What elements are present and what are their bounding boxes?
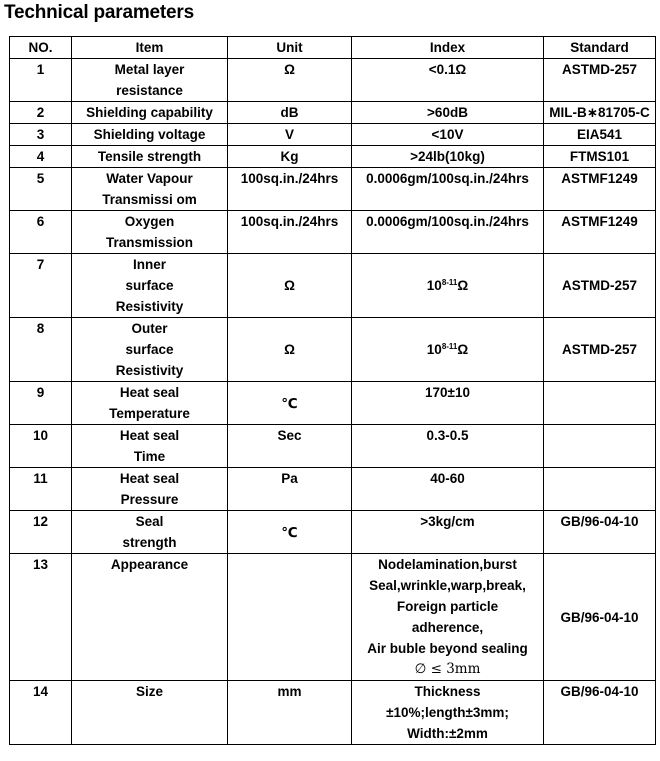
table-body (10, 59, 656, 745)
header-item: Item (72, 37, 228, 59)
item-line: Resistivity (115, 299, 184, 314)
cell-unit: ℃ (228, 382, 352, 425)
cell-no: 8 (10, 318, 72, 382)
cell-item (72, 59, 228, 102)
index-line: <10V (431, 127, 464, 142)
index-line: Thickness (414, 684, 481, 699)
cell-index (352, 211, 544, 254)
index-line: >24lb(10kg) (410, 149, 485, 164)
cell-no: 3 (10, 124, 72, 146)
cell-unit: mm (228, 681, 352, 745)
cell-item (72, 168, 228, 211)
item-line: Heat seal (119, 385, 180, 400)
cell-standard: MIL-B∗81705-C (544, 102, 656, 124)
cell-no: 10 (10, 425, 72, 468)
cell-item (72, 102, 228, 124)
item-line: Size (135, 684, 163, 699)
cell-no: 13 (10, 554, 72, 681)
cell-item (72, 254, 228, 318)
cell-standard (544, 468, 656, 511)
cell-unit (228, 554, 352, 681)
cell-unit: Ω (228, 318, 352, 382)
cell-item (72, 146, 228, 168)
item-line: Shielding capability (86, 105, 213, 120)
cell-item (72, 681, 228, 745)
cell-index (352, 146, 544, 168)
table-row (10, 211, 656, 254)
cell-standard: GB/96-04-10 (544, 681, 656, 745)
table-row (10, 254, 656, 318)
index-line: >3kg/cm (420, 514, 475, 529)
index-line: 0.0006gm/100sq.in./24hrs (366, 171, 529, 186)
cell-standard: EIA541 (544, 124, 656, 146)
item-line: Resistivity (115, 363, 184, 378)
header-standard: Standard (544, 37, 656, 59)
item-line: Heat seal (119, 428, 180, 443)
index-line: 0.3-0.5 (426, 428, 469, 443)
item-line: Heat seal (119, 471, 180, 486)
cell-index (352, 425, 544, 468)
cell-no: 4 (10, 146, 72, 168)
table-row (10, 425, 656, 468)
table-row (10, 124, 656, 146)
table-row (10, 681, 656, 745)
item-line: Oxygen (124, 214, 175, 229)
cell-item (72, 382, 228, 425)
cell-standard: ASTMD-257 (544, 318, 656, 382)
item-line: Pressure (120, 492, 179, 507)
index-line: 0.0006gm/100sq.in./24hrs (366, 214, 529, 229)
cell-index (352, 168, 544, 211)
cell-no: 7 (10, 254, 72, 318)
cell-index (352, 468, 544, 511)
cell-no: 11 (10, 468, 72, 511)
table-row (10, 382, 656, 425)
index-line: ±10%;length±3mm; (386, 705, 509, 720)
index-exponent: 8-11 (441, 278, 458, 287)
cell-unit: 100sq.in./24hrs (228, 168, 352, 211)
item-line: resistance (116, 83, 183, 98)
item-line: surface (125, 342, 174, 357)
cell-no: 9 (10, 382, 72, 425)
index-exponent: 8-11 (441, 342, 458, 351)
table-row (10, 146, 656, 168)
item-line: Transmission (105, 235, 194, 250)
cell-standard: GB/96-04-10 (544, 511, 656, 554)
item-line: Appearance (110, 557, 189, 572)
cell-index (352, 102, 544, 124)
table-row (10, 59, 656, 102)
cell-item (72, 511, 228, 554)
cell-index (352, 59, 544, 102)
index-line: Nodelamination,burst (378, 557, 517, 572)
cell-standard (544, 382, 656, 425)
index-line: Foreign particle (396, 599, 499, 614)
item-line: Inner (132, 257, 166, 272)
cell-index (352, 511, 544, 554)
item-line: surface (125, 278, 174, 293)
item-line: Shielding voltage (93, 127, 206, 142)
index-line: Air buble beyond sealing (367, 641, 528, 656)
table-row (10, 168, 656, 211)
cell-unit: 100sq.in./24hrs (228, 211, 352, 254)
cell-no: 14 (10, 681, 72, 745)
index-base: 10 (426, 278, 442, 293)
cell-index (352, 124, 544, 146)
table-header-row (10, 37, 656, 59)
index-base: 10 (426, 342, 442, 357)
cell-unit: V (228, 124, 352, 146)
cell-unit: Ω (228, 59, 352, 102)
item-line: Metal layer (114, 62, 185, 77)
index-line: ∅ ≤ 3mm (414, 661, 481, 677)
cell-index (352, 382, 544, 425)
cell-unit: dB (228, 102, 352, 124)
table-row (10, 554, 656, 681)
cell-standard: ASTMF1249 (544, 168, 656, 211)
cell-standard: FTMS101 (544, 146, 656, 168)
cell-no: 1 (10, 59, 72, 102)
cell-no: 2 (10, 102, 72, 124)
item-line: Outer (131, 321, 168, 336)
item-line: Time (133, 449, 166, 464)
cell-standard (544, 425, 656, 468)
item-line: Tensile strength (97, 149, 202, 164)
cell-index (352, 318, 544, 382)
cell-index (352, 554, 544, 681)
cell-standard: ASTMF1249 (544, 211, 656, 254)
cell-item (72, 554, 228, 681)
cell-standard: GB/96-04-10 (544, 554, 656, 681)
cell-unit: ℃ (228, 511, 352, 554)
cell-no: 12 (10, 511, 72, 554)
cell-index (352, 254, 544, 318)
table-row (10, 511, 656, 554)
index-unit: Ω (457, 278, 469, 293)
table-row (10, 318, 656, 382)
item-line: Water Vapour (106, 171, 193, 186)
header-unit: Unit (228, 37, 352, 59)
item-line: Temperature (109, 406, 190, 421)
cell-item (72, 124, 228, 146)
index-line: 170±10 (425, 385, 470, 400)
index-line: Seal,wrinkle,warp,break, (369, 578, 526, 593)
cell-no: 6 (10, 211, 72, 254)
cell-standard: ASTMD-257 (544, 254, 656, 318)
cell-item (72, 211, 228, 254)
index-line: >60dB (427, 105, 468, 120)
index-line: adherence, (411, 620, 484, 635)
index-line: Width:±2mm (407, 726, 488, 741)
item-line: Seal (135, 514, 164, 529)
index-line: <0.1Ω (428, 62, 467, 77)
cell-unit: Kg (228, 146, 352, 168)
index-line: 40-60 (430, 471, 465, 486)
item-line: strength (122, 535, 177, 550)
cell-item (72, 468, 228, 511)
cell-item (72, 425, 228, 468)
cell-unit: Sec (228, 425, 352, 468)
cell-unit: Ω (228, 254, 352, 318)
cell-index (352, 681, 544, 745)
item-line: Transmissi om (102, 192, 197, 207)
header-index: Index (352, 37, 544, 59)
table-row (10, 102, 656, 124)
index-unit: Ω (457, 342, 469, 357)
cell-no: 5 (10, 168, 72, 211)
cell-item (72, 318, 228, 382)
cell-unit: Pa (228, 468, 352, 511)
table-row (10, 468, 656, 511)
technical-parameters-table (9, 36, 656, 745)
cell-standard: ASTMD-257 (544, 59, 656, 102)
page-title: Technical parameters (4, 2, 194, 23)
header-no: NO. (10, 37, 72, 59)
